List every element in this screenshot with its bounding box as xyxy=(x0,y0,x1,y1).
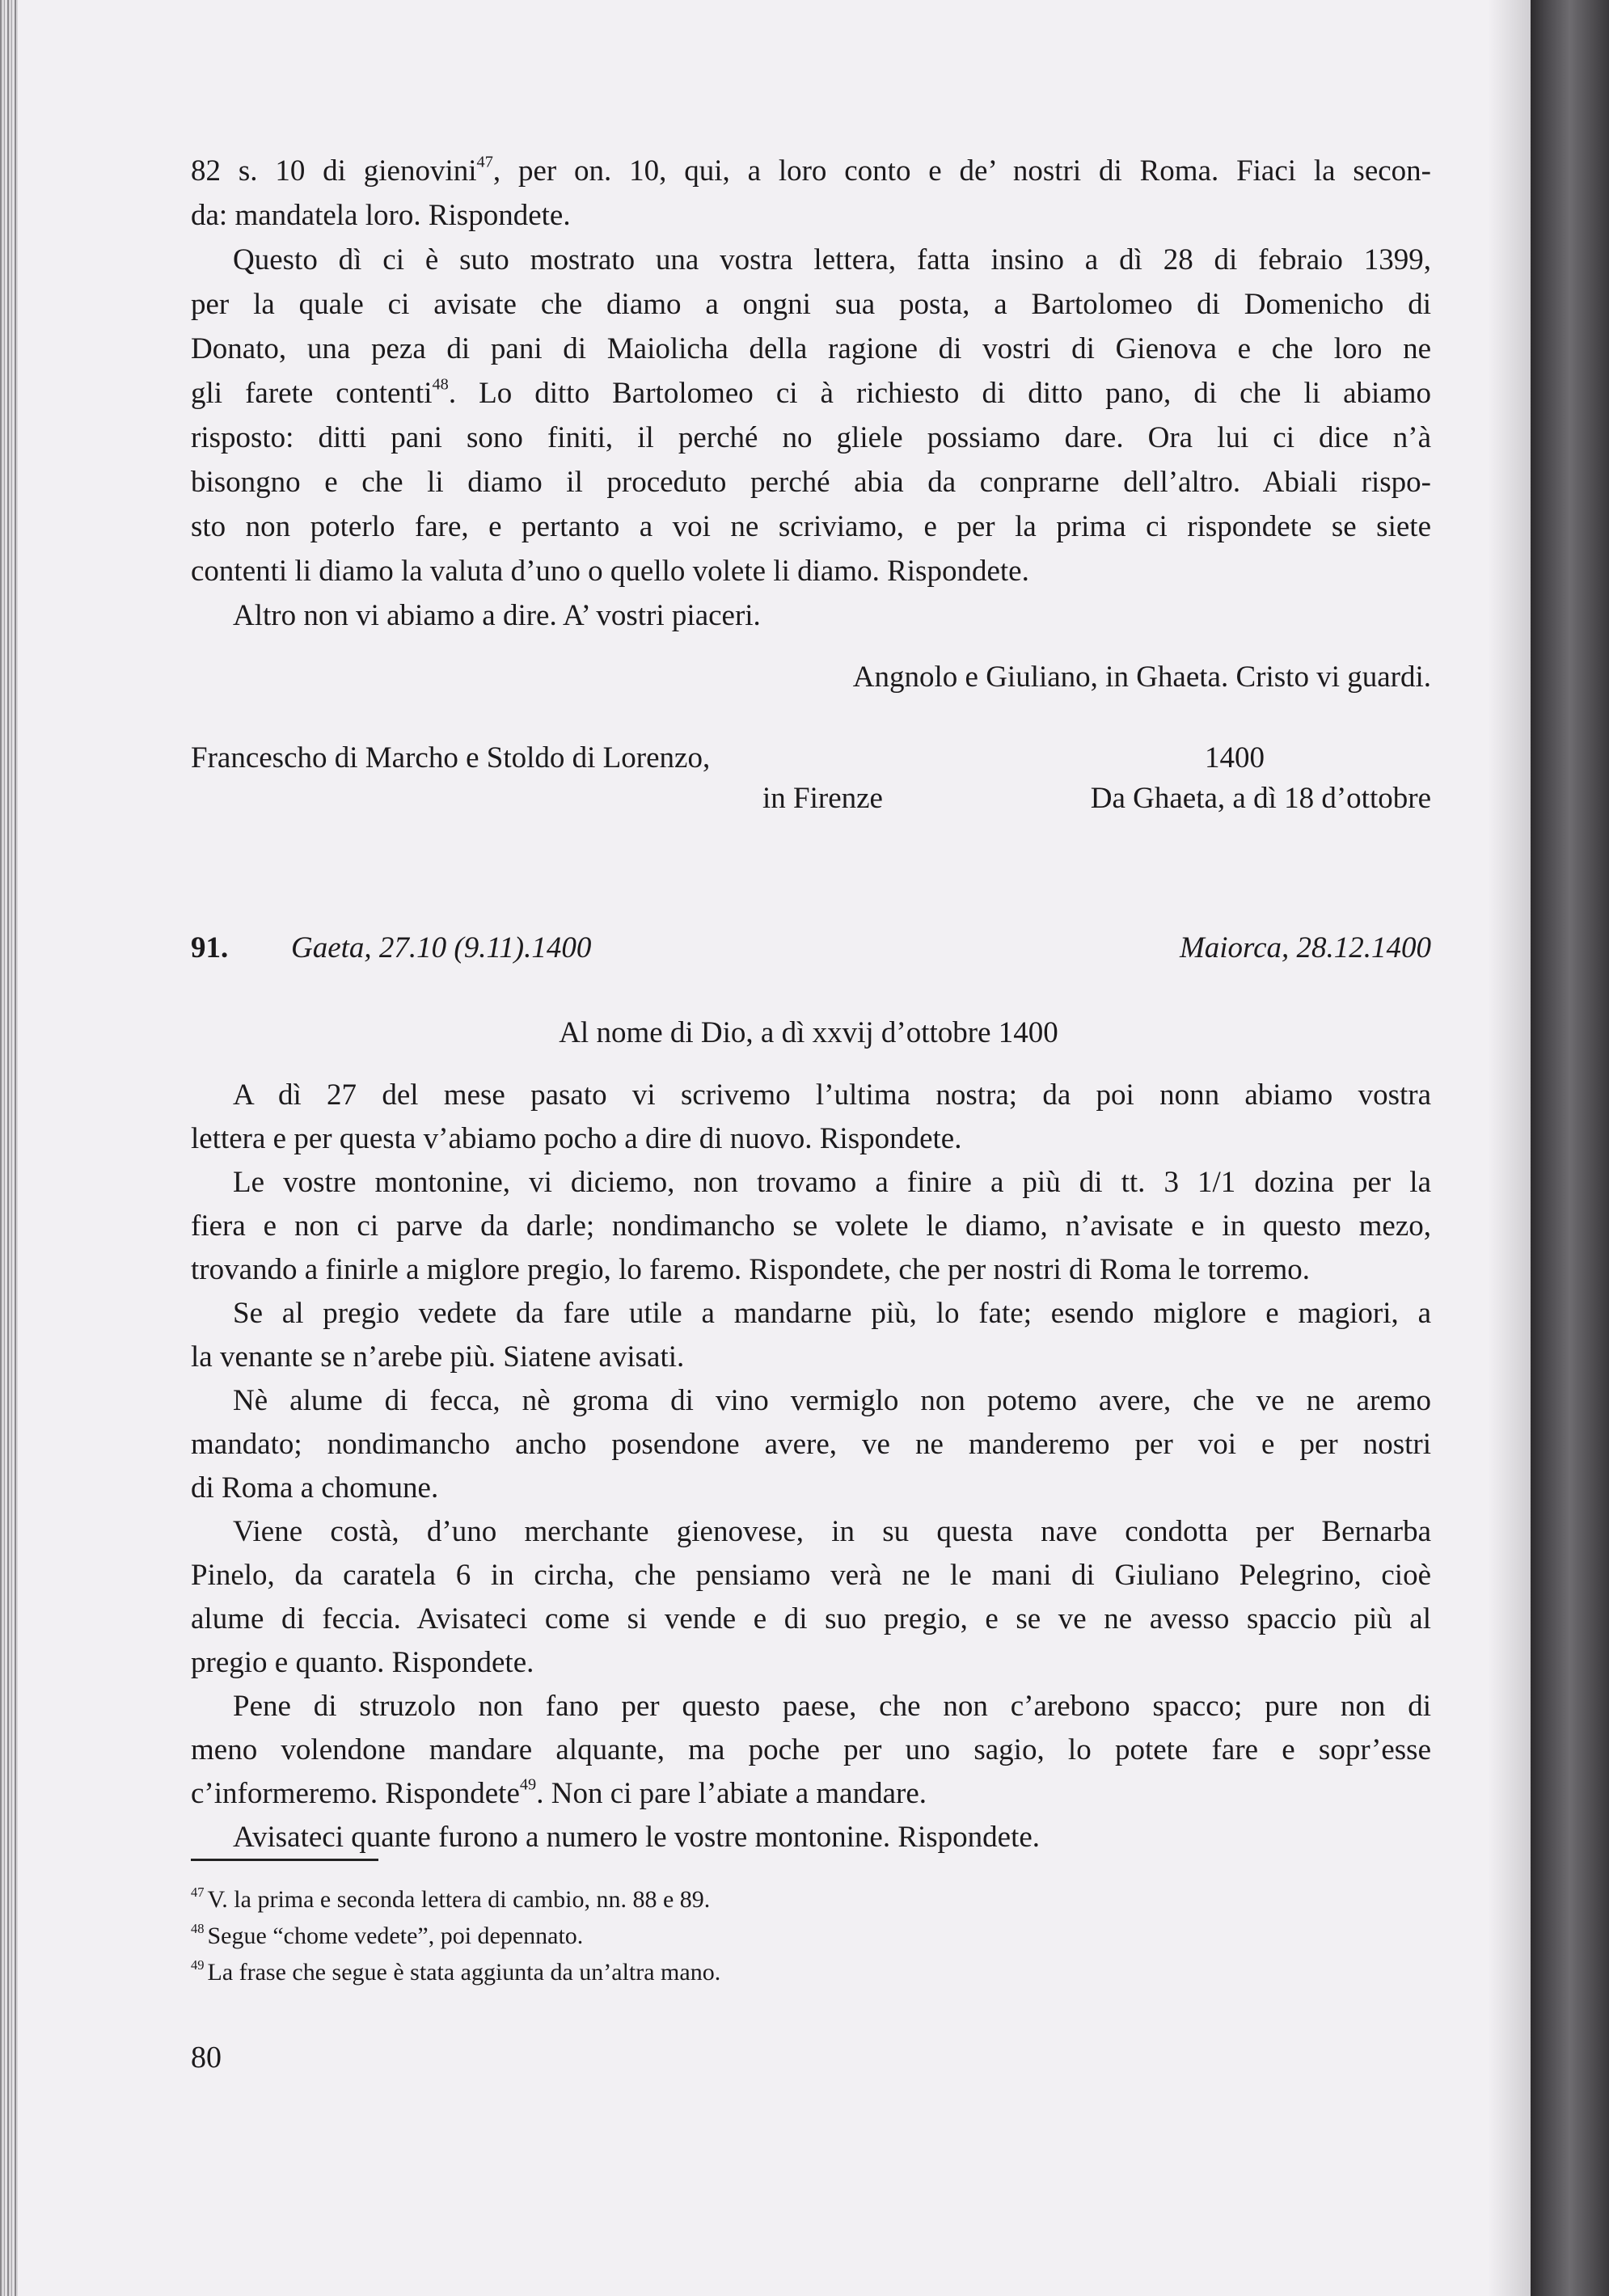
letter-91-body xyxy=(191,1074,1431,1859)
address-year: 1400 xyxy=(1205,741,1265,774)
text-segment: Avisateci quante furono a numero le vostre montonine. Rispondete. xyxy=(233,1821,1041,1854)
text-segment: di Roma a chomune. xyxy=(191,1471,439,1505)
text-line xyxy=(191,282,1431,327)
text-segment: Pinelo, da caratela 6 in circha, che pensiamo verà ne le mani di Giuliano Pelegrino, cioè xyxy=(191,1559,1431,1592)
text-segment: lettera e per questa v’abiamo pocho a dire di nuovo. Rispondete. xyxy=(191,1122,962,1155)
text-segment: risposto: ditti pani sono finiti, il perché no gliele possiamo dare. Ora lui ci dice n’à xyxy=(191,421,1431,454)
text-line xyxy=(191,1816,1431,1859)
text-line xyxy=(191,504,1431,549)
text-segment: sto non poterlo fare, e pertanto a voi ne scriviamo, e per la prima ci rispondete se siete xyxy=(191,510,1431,543)
text-line xyxy=(191,238,1431,282)
book-page-edge xyxy=(1531,0,1609,2296)
text-segment: per la quale ci avisate che diamo a ongni sua posta, a Bartolomeo di Domenicho di xyxy=(191,288,1431,321)
text-line xyxy=(191,1597,1431,1641)
text-segment: 82 s. 10 di gienovini xyxy=(191,154,477,188)
footnote xyxy=(191,1881,1431,1918)
footnote-reference[interactable]: 49 xyxy=(519,1775,537,1794)
text-segment: la venante se n’arebe più. Siatene avisati. xyxy=(191,1340,685,1374)
text-segment: pregio e quanto. Rispondete. xyxy=(191,1646,534,1679)
letter-invocation: Al nome di Dio, a dì xxvij d’ottobre 1400 xyxy=(559,1016,1058,1049)
footnote-text: La frase che segue è stata aggiunta da un’altra mano. xyxy=(207,1959,721,1986)
text-segment: A dì 27 del mese pasato vi scrivemo l’ultima nostra; da poi nonn abiamo vostra xyxy=(233,1078,1431,1112)
page-curve-shadow xyxy=(1488,0,1532,2296)
text-line xyxy=(191,1205,1431,1248)
page-number: 80 xyxy=(191,2041,222,2074)
address-date: Da Ghaeta, a dì 18 d’ottobre xyxy=(1090,782,1431,815)
text-line xyxy=(191,1685,1431,1728)
text-segment: trovando a finirle a miglore pregio, lo faremo. Rispondete, che per nostri di Roma le torremo. xyxy=(191,1253,1311,1286)
text-segment: gli farete contenti xyxy=(191,377,433,410)
footnote-reference[interactable]: 48 xyxy=(432,375,449,394)
text-segment: Viene costà, d’uno merchante gienovese, in su questa nave condotta per Bernarba xyxy=(233,1515,1431,1548)
text-line xyxy=(191,1161,1431,1205)
text-segment: da: mandatela loro. Rispondete. xyxy=(191,199,571,232)
text-line xyxy=(191,1554,1431,1597)
footnote-reference[interactable]: 47 xyxy=(476,153,493,171)
text-line xyxy=(191,593,1431,638)
text-line xyxy=(191,460,1431,504)
footnote-rule xyxy=(191,1859,378,1861)
text-line xyxy=(191,1772,1431,1816)
text-line xyxy=(191,1074,1431,1117)
footnote-number: 48 xyxy=(191,1920,205,1936)
text-segment: alume di feccia. Avisateci come si vende e di suo pregio, e se ve ne avesso spaccio più al xyxy=(191,1602,1431,1635)
text-segment: bisongno e che li diamo il proceduto perché abia da conprarne dell’altro. Abiali rispo- xyxy=(191,466,1431,499)
text-segment: , per on. 10, qui, a loro conto e de’ nostri di Roma. Fiaci la secon- xyxy=(492,154,1431,188)
footnote-number: 49 xyxy=(191,1956,205,1973)
text-line xyxy=(191,1117,1431,1161)
letter-90-closing-text xyxy=(191,149,1431,638)
text-line xyxy=(191,1467,1431,1510)
text-line xyxy=(191,1248,1431,1292)
address-recipient: Francescho di Marcho e Stoldo di Lorenzo, xyxy=(191,741,711,774)
text-segment: c’informeremo. Rispondete xyxy=(191,1777,520,1810)
text-segment: fiera e non ci parve da darle; nondimancho se volete le diamo, n’avisate e in questo mezo, xyxy=(191,1209,1431,1243)
footnote-text: Segue “chome vedete”, poi depennato. xyxy=(207,1922,584,1949)
text-segment: Donato, una peza di pani di Maiolicha della ragione di vostri di Gienova e che loro ne xyxy=(191,332,1431,365)
text-line xyxy=(191,416,1431,460)
text-line xyxy=(191,1728,1431,1772)
footnote xyxy=(191,1918,1431,1954)
text-segment: Questo dì ci è suto mostrato una vostra lettera, fatta insino a dì 28 di febraio 1399, xyxy=(233,243,1431,276)
footnote-number: 47 xyxy=(191,1884,205,1900)
letter-origin: Gaeta, 27.10 (9.11).1400 xyxy=(291,931,592,964)
text-segment: Nè alume di fecca, nè groma di vino vermiglo non potemo avere, che ve ne aremo xyxy=(233,1384,1431,1417)
text-line xyxy=(191,149,1431,193)
text-line xyxy=(191,1423,1431,1467)
text-segment: mandato; nondimancho ancho posendone avere, ve ne manderemo per voi e per nostri xyxy=(191,1428,1431,1461)
text-line xyxy=(191,549,1431,593)
text-segment: . Lo ditto Bartolomeo ci à richiesto di ditto pano, di che li abiamo xyxy=(448,377,1431,410)
letter-destination: Maiorca, 28.12.1400 xyxy=(1179,931,1431,964)
text-segment: . Non ci pare l’abiate a mandare. xyxy=(536,1777,927,1810)
text-line xyxy=(191,1510,1431,1554)
footnote-text: V. la prima e seconda lettera di cambio, nn. 88 e 89. xyxy=(207,1886,711,1913)
footnotes xyxy=(191,1881,1431,1990)
book-spine-edge xyxy=(0,0,18,2296)
text-line xyxy=(191,1292,1431,1336)
text-segment: meno volendone mandare alquante, ma poche per uno sagio, lo potete fare e sopr’esse xyxy=(191,1733,1431,1766)
text-line xyxy=(191,1379,1431,1423)
text-line xyxy=(191,1336,1431,1379)
footnote xyxy=(191,1954,1431,1990)
text-segment: Se al pregio vedete da fare utile a mandarne più, lo fate; esendo miglore e magiori, a xyxy=(233,1297,1431,1330)
text-line xyxy=(191,193,1431,238)
text-segment: contenti li diamo la valuta d’uno o quello volete li diamo. Rispondete. xyxy=(191,555,1029,588)
address-place: in Firenze xyxy=(762,782,883,815)
text-segment: Altro non vi abiamo a dire. A’ vostri piaceri. xyxy=(233,599,761,632)
text-segment: Pene di struzolo non fano per questo paese, che non c’arebono spacco; pure non di xyxy=(233,1690,1431,1723)
text-line xyxy=(191,371,1431,416)
text-line xyxy=(191,327,1431,371)
signature: Angnolo e Giuliano, in Ghaeta. Cristo vi guardi. xyxy=(852,661,1431,694)
text-segment: Le vostre montonine, vi diciemo, non trovamo a finire a più di tt. 3 1/1 dozina per la xyxy=(233,1166,1431,1199)
text-line xyxy=(191,1641,1431,1685)
letter-number: 91. xyxy=(191,931,229,964)
